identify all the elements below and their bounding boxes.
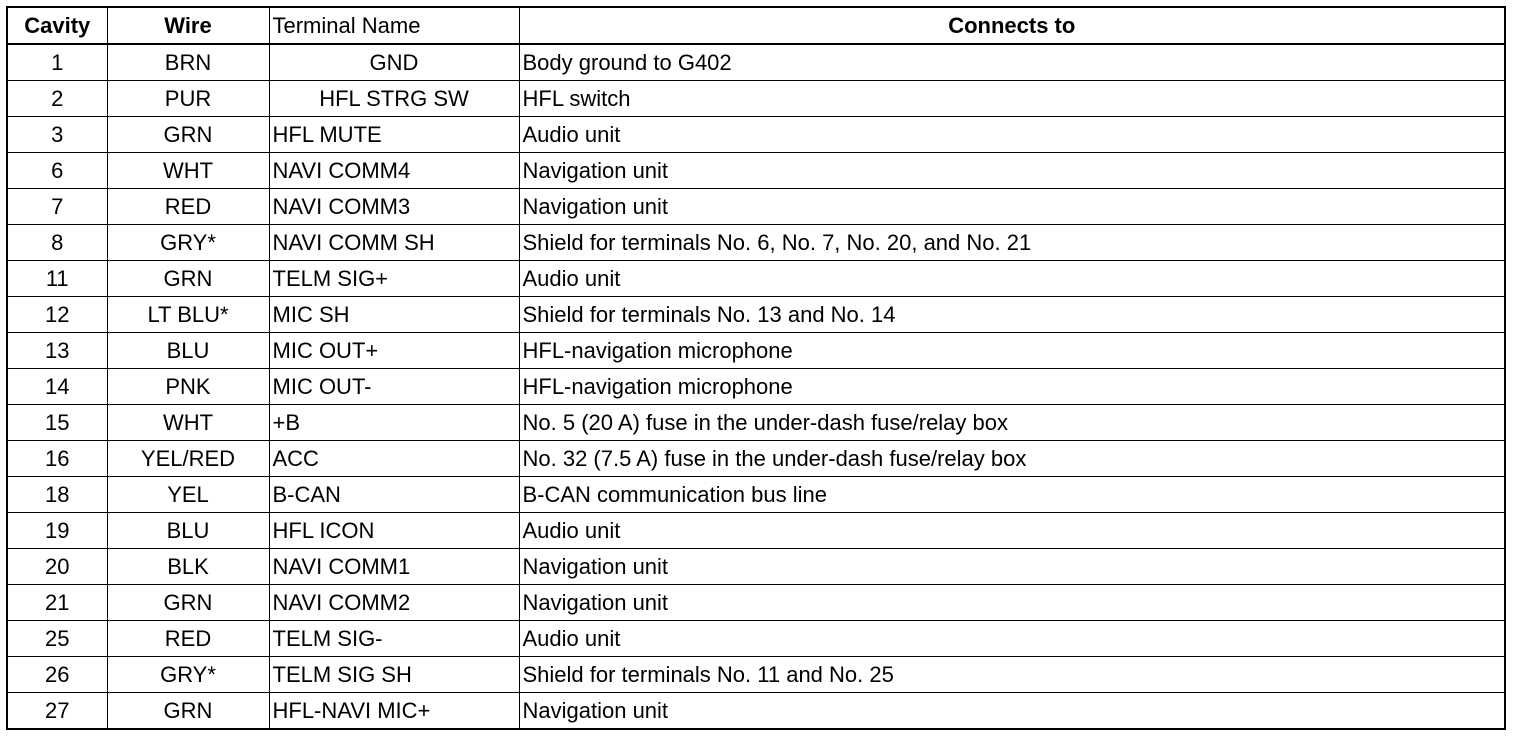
header-connects-to: Connects to: [519, 7, 1505, 44]
terminal-name-cell: HFL-NAVI MIC+: [269, 693, 519, 730]
cavity-cell: 11: [7, 261, 107, 297]
table-header: [7, 7, 1505, 44]
wire-color-cell: RED: [107, 621, 269, 657]
table-row: [7, 225, 1505, 261]
connects-to-cell: No. 5 (20 A) fuse in the under-dash fuse/relay box: [519, 405, 1505, 441]
connects-to-cell: Body ground to G402: [519, 44, 1505, 81]
connects-to-cell: HFL switch: [519, 81, 1505, 117]
terminal-name-cell: NAVI COMM1: [269, 549, 519, 585]
cavity-cell: 7: [7, 189, 107, 225]
wire-color-cell: WHT: [107, 153, 269, 189]
table-row: [7, 657, 1505, 693]
wire-color-cell: BLU: [107, 333, 269, 369]
cavity-cell: 20: [7, 549, 107, 585]
connector-pinout-table: [6, 6, 1506, 730]
terminal-name-cell: NAVI COMM4: [269, 153, 519, 189]
wire-color-cell: PNK: [107, 369, 269, 405]
connects-to-cell: Shield for terminals No. 11 and No. 25: [519, 657, 1505, 693]
table-row: [7, 585, 1505, 621]
terminal-name-cell: MIC SH: [269, 297, 519, 333]
connects-to-cell: Navigation unit: [519, 549, 1505, 585]
wire-color-cell: GRN: [107, 693, 269, 730]
connects-to-cell: Audio unit: [519, 621, 1505, 657]
wire-color-cell: GRN: [107, 261, 269, 297]
header-wire: Wire: [107, 7, 269, 44]
table-row: [7, 549, 1505, 585]
terminal-name-cell: ACC: [269, 441, 519, 477]
cavity-cell: 8: [7, 225, 107, 261]
cavity-cell: 14: [7, 369, 107, 405]
wire-color-cell: PUR: [107, 81, 269, 117]
cavity-cell: 25: [7, 621, 107, 657]
connects-to-cell: Navigation unit: [519, 585, 1505, 621]
cavity-cell: 16: [7, 441, 107, 477]
table-row: [7, 153, 1505, 189]
table-row: [7, 369, 1505, 405]
wire-color-cell: GRY*: [107, 225, 269, 261]
cavity-cell: 18: [7, 477, 107, 513]
terminal-name-cell: NAVI COMM SH: [269, 225, 519, 261]
table-row: [7, 405, 1505, 441]
connects-to-cell: Shield for terminals No. 6, No. 7, No. 20, and No. 21: [519, 225, 1505, 261]
table-row: [7, 441, 1505, 477]
terminal-name-cell: NAVI COMM3: [269, 189, 519, 225]
cavity-cell: 6: [7, 153, 107, 189]
table-row: [7, 693, 1505, 730]
connects-to-cell: Audio unit: [519, 117, 1505, 153]
cavity-cell: 12: [7, 297, 107, 333]
table-row: [7, 189, 1505, 225]
table-body: [7, 44, 1505, 729]
table-row: [7, 477, 1505, 513]
wire-color-cell: BLK: [107, 549, 269, 585]
table-row: [7, 261, 1505, 297]
wire-color-cell: RED: [107, 189, 269, 225]
connects-to-cell: B-CAN communication bus line: [519, 477, 1505, 513]
header-row: [7, 7, 1505, 44]
wire-color-cell: WHT: [107, 405, 269, 441]
cavity-cell: 13: [7, 333, 107, 369]
wire-color-cell: GRN: [107, 117, 269, 153]
table-row: [7, 333, 1505, 369]
terminal-name-cell: MIC OUT-: [269, 369, 519, 405]
cavity-cell: 26: [7, 657, 107, 693]
wire-color-cell: YEL: [107, 477, 269, 513]
connects-to-cell: Navigation unit: [519, 189, 1505, 225]
terminal-name-cell: NAVI COMM2: [269, 585, 519, 621]
wire-color-cell: BRN: [107, 44, 269, 81]
cavity-cell: 21: [7, 585, 107, 621]
table-row: [7, 621, 1505, 657]
cavity-cell: 27: [7, 693, 107, 730]
connects-to-cell: Navigation unit: [519, 153, 1505, 189]
connects-to-cell: HFL-navigation microphone: [519, 369, 1505, 405]
wire-color-cell: YEL/RED: [107, 441, 269, 477]
terminal-name-cell: +B: [269, 405, 519, 441]
cavity-cell: 2: [7, 81, 107, 117]
wire-color-cell: GRN: [107, 585, 269, 621]
cavity-cell: 1: [7, 44, 107, 81]
terminal-name-cell: MIC OUT+: [269, 333, 519, 369]
connects-to-cell: Audio unit: [519, 261, 1505, 297]
terminal-name-cell: B-CAN: [269, 477, 519, 513]
table-row: [7, 297, 1505, 333]
connects-to-cell: Audio unit: [519, 513, 1505, 549]
cavity-cell: 15: [7, 405, 107, 441]
connects-to-cell: Shield for terminals No. 13 and No. 14: [519, 297, 1505, 333]
connects-to-cell: HFL-navigation microphone: [519, 333, 1505, 369]
cavity-cell: 3: [7, 117, 107, 153]
terminal-name-cell: TELM SIG-: [269, 621, 519, 657]
terminal-name-cell: HFL ICON: [269, 513, 519, 549]
table-row: [7, 513, 1505, 549]
table-row: [7, 81, 1505, 117]
terminal-name-cell: GND: [269, 44, 519, 81]
header-cavity: Cavity: [7, 7, 107, 44]
wire-color-cell: GRY*: [107, 657, 269, 693]
cavity-cell: 19: [7, 513, 107, 549]
connects-to-cell: Navigation unit: [519, 693, 1505, 730]
wire-color-cell: BLU: [107, 513, 269, 549]
terminal-name-cell: TELM SIG+: [269, 261, 519, 297]
wire-color-cell: LT BLU*: [107, 297, 269, 333]
header-terminal-name: Terminal Name: [269, 7, 519, 44]
terminal-name-cell: HFL MUTE: [269, 117, 519, 153]
terminal-name-cell: HFL STRG SW: [269, 81, 519, 117]
terminal-name-cell: TELM SIG SH: [269, 657, 519, 693]
table-row: [7, 44, 1505, 81]
connects-to-cell: No. 32 (7.5 A) fuse in the under-dash fuse/relay box: [519, 441, 1505, 477]
table-row: [7, 117, 1505, 153]
